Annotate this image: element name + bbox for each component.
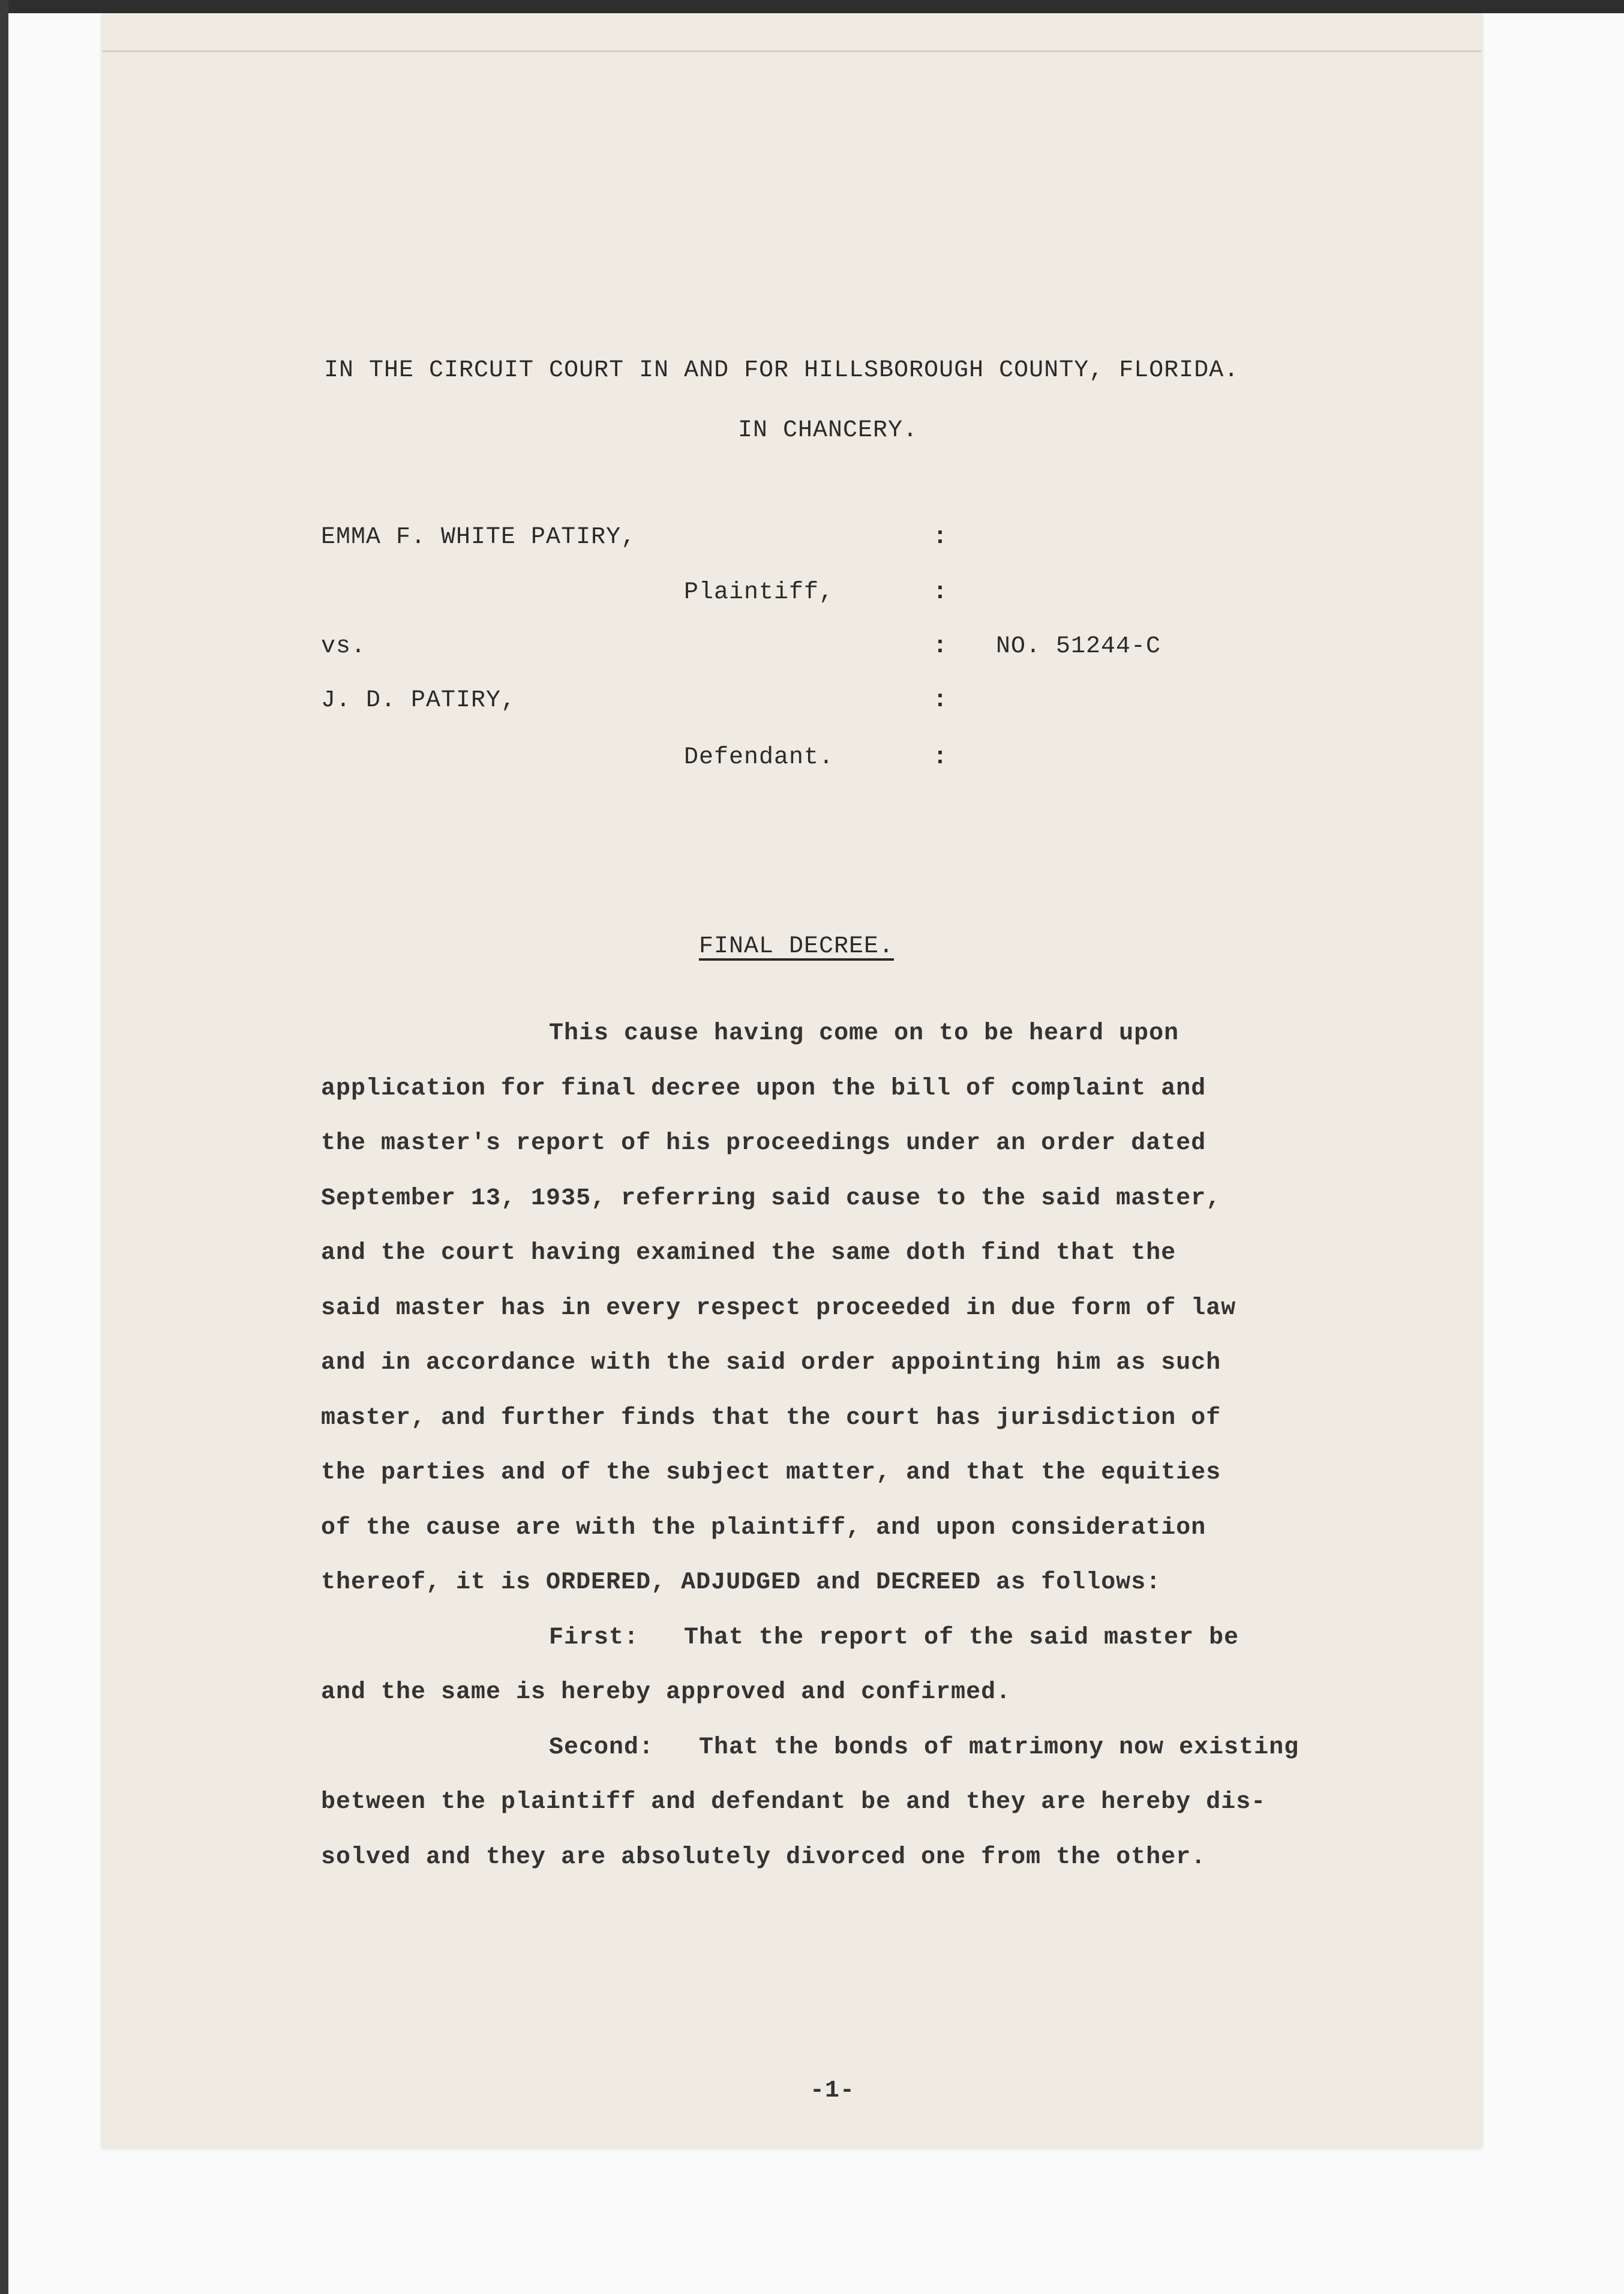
- defendant-label: Defendant.: [684, 744, 834, 771]
- plaintiff-name: EMMA F. WHITE PATIRY,: [321, 524, 637, 551]
- scan-top-edge: [0, 0, 1624, 13]
- body-line: This cause having come on to be heard upon: [549, 1020, 1179, 1047]
- case-number: NO. 51244-C: [996, 633, 1161, 660]
- body-line: and in accordance with the said order appointing him as such: [321, 1350, 1221, 1377]
- body-line: said master has in every respect proceeded in due form of law: [321, 1295, 1236, 1322]
- body-line: and the same is hereby approved and confirmed.: [321, 1679, 1011, 1706]
- paper-fold-line: [102, 50, 1482, 52]
- body-line: the parties and of the subject matter, and that the equities: [321, 1459, 1221, 1486]
- chancery-heading: IN CHANCERY.: [738, 417, 918, 444]
- body-line: thereof, it is ORDERED, ADJUDGED and DECREED as follows:: [321, 1569, 1161, 1596]
- body-line: of the cause are with the plaintiff, and upon consideration: [321, 1515, 1206, 1542]
- body-line: between the plaintiff and defendant be and they are hereby dis-: [321, 1789, 1266, 1816]
- caption-separator: :: [933, 687, 948, 714]
- body-line: September 13, 1935, referring said cause to the said master,: [321, 1185, 1221, 1212]
- defendant-name: J. D. PATIRY,: [321, 687, 517, 714]
- body-line: Second: That the bonds of matrimony now existing: [549, 1734, 1299, 1761]
- caption-separator: :: [933, 579, 948, 606]
- body-line: application for final decree upon the bill of complaint and: [321, 1075, 1206, 1102]
- body-line: master, and further finds that the court has jurisdiction of: [321, 1405, 1221, 1432]
- body-line: and the court having examined the same doth find that the: [321, 1240, 1176, 1267]
- body-line: solved and they are absolutely divorced one from the other.: [321, 1844, 1206, 1871]
- body-line: First: That the report of the said master be: [549, 1624, 1239, 1651]
- plaintiff-label: Plaintiff,: [684, 579, 834, 606]
- caption-separator: :: [933, 524, 948, 551]
- caption-separator: :: [933, 744, 948, 771]
- scan-left-edge: [0, 0, 8, 2294]
- court-heading: IN THE CIRCUIT COURT IN AND FOR HILLSBOROUGH COUNTY, FLORIDA.: [324, 357, 1239, 384]
- page-number: -1-: [810, 2077, 855, 2104]
- body-line: the master's report of his proceedings under an order dated: [321, 1130, 1206, 1157]
- decree-title: FINAL DECREE.: [699, 933, 894, 960]
- caption-separator: :: [933, 633, 948, 660]
- versus-label: vs.: [321, 633, 367, 660]
